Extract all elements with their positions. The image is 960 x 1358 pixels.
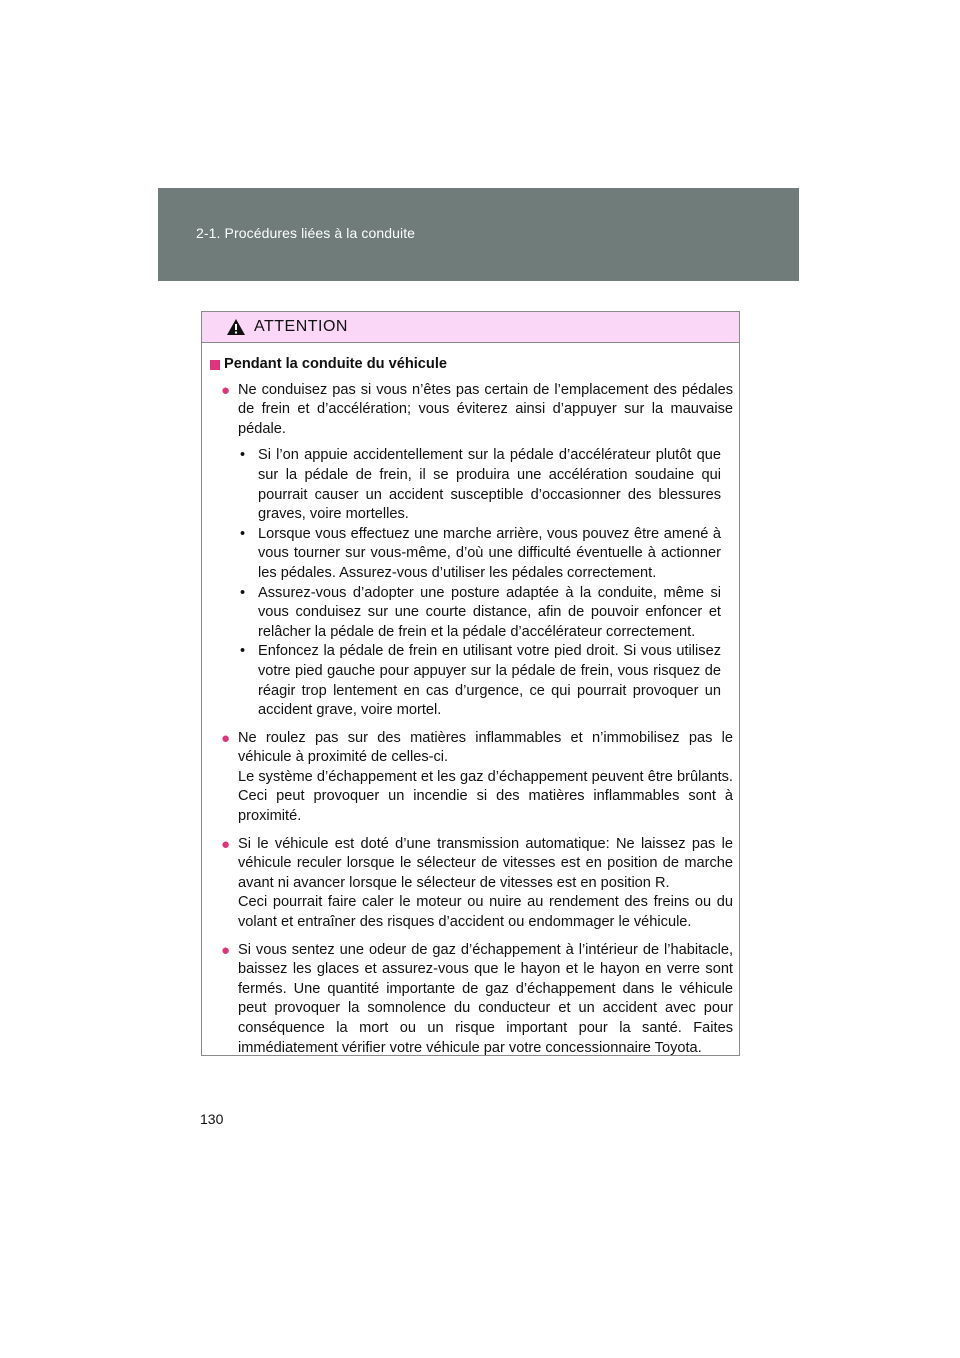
- circle-bullet-icon: ●: [221, 381, 231, 399]
- dot-marker-icon: •: [240, 584, 246, 601]
- sub-text: Assurez-vous d’adopter une posture adaptée à la conduite, même si vous conduisez sur une courte distance, afin de pouvoir enfoncer et relâcher la pédale de frein et la pédale d’accélérateur correctement.: [258, 584, 721, 640]
- sub-list-item: [240, 446, 733, 524]
- sub-list-item: [240, 642, 733, 720]
- warning-title: ATTENTION: [254, 318, 348, 335]
- dot-marker-icon: •: [240, 525, 246, 542]
- sub-text: Lorsque vous effectuez une marche arrière, vous pouvez être amené à vous tourner sur vous-même, d’où une difficulté éventuelle à actionner les pédales. Assurez-vous d’utiliser les pédales correctement.: [258, 525, 721, 581]
- bullet-text: Ne roulez pas sur des matières inflammables et n’immobilisez pas le véhicule à proximité de celles-ci.: [238, 729, 733, 766]
- warning-triangle-icon: [226, 318, 246, 336]
- bullet-text-continued: Le système d’échappement et les gaz d’échappement peuvent être brûlants. Ceci peut provoquer un incendie si des matières inflammables sont à proximité.: [238, 768, 733, 825]
- warning-section-title: Pendant la conduite du véhicule: [224, 356, 447, 372]
- dot-marker-icon: •: [240, 447, 246, 464]
- circle-bullet-icon: ●: [221, 729, 231, 747]
- sub-list: [238, 446, 733, 720]
- dot-marker-icon: •: [240, 643, 246, 660]
- list-item: [210, 941, 733, 1059]
- sub-text: Enfoncez la pédale de frein en utilisant votre pied droit. Si vous utilisez votre pied gauche pour appuyer sur la pédale de frein, vous risquez de réagir trop lentement en cas d’urgence, ce qui pourrait provoquer un accident grave, voire mortel.: [258, 643, 721, 719]
- bullet-text-continued: Ceci pourrait faire caler le moteur ou nuire au rendement des freins ou du volant et entraîner des risques d’accident ou endommager le véhicule.: [238, 894, 733, 931]
- list-item: [210, 729, 733, 827]
- bullet-text: Si le véhicule est doté d’une transmission automatique: Ne laissez pas le véhicule reculer lorsque le sélecteur de vitesses est en position de marche avant ni avancer lorsque le sélecteur de vitesses est en position R.: [238, 835, 733, 891]
- list-item: [210, 835, 733, 933]
- page-number: 130: [200, 1111, 224, 1127]
- warning-header: [202, 312, 739, 343]
- section-header-band: [158, 188, 799, 281]
- circle-bullet-icon: ●: [221, 835, 231, 853]
- square-bullet-icon: [210, 360, 220, 370]
- sub-list-item: [240, 584, 733, 643]
- sub-list-item: [240, 525, 733, 584]
- warning-box: [201, 311, 740, 1056]
- sub-text: Si l’on appuie accidentellement sur la pédale d’accélérateur plutôt que sur la pédale de frein, il se produira une accélération soudaine qui pourrait causer un accident susceptible d’occasionner des blessures graves, voire mortelles.: [258, 447, 721, 523]
- circle-bullet-icon: ●: [221, 941, 231, 959]
- warning-body: [202, 343, 739, 1058]
- bullet-text: Si vous sentez une odeur de gaz d’échappement à l’intérieur de l’habitacle, baissez les glaces et assurez-vous que le hayon et le hayon en verre sont fermés. Une quantité importante de gaz d’échappement dans le véhicule peut provoquer la somnolence du conducteur et un accident avec pour conséquence la mort ou un risque important pour la santé. Faites immédiatement vérifier votre véhicule par votre concessionnaire Toyota.: [238, 941, 733, 1056]
- section-title: 2-1. Procédures liées à la conduite: [196, 225, 416, 241]
- list-item: [210, 381, 733, 721]
- bullet-text: Ne conduisez pas si vous n’êtes pas certain de l’emplacement des pédales de frein et d’accélération; vous éviterez ainsi d’appuyer sur la mauvaise pédale.: [238, 381, 733, 437]
- warning-section-heading: [210, 355, 733, 375]
